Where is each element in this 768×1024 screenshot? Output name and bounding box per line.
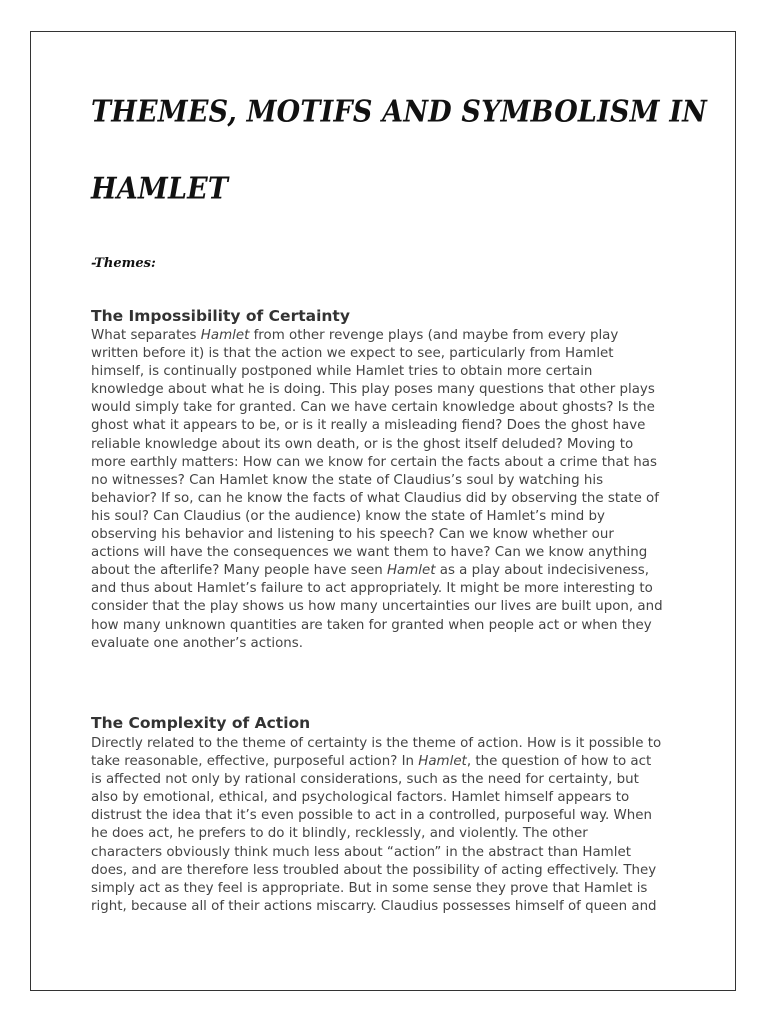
text-run: characters obviously think much less about “action” in the abstract than Hamlet [91,844,631,860]
text-run: written before it) is that the action we expect to see, particularly from Hamlet [91,346,614,362]
text-run: also by emotional, ethical, and psychological factors. Hamlet himself appears to [91,790,630,806]
text-run: from other revenge plays (and maybe from every play [249,328,619,343]
text-run: would simply take for granted. Can we have certain knowledge about ghosts? Is the [91,400,655,416]
text-run: What separates [91,328,201,343]
text-run: Directly related to the theme of certainty is the theme of action. How is it possible to [91,736,662,751]
text-run: , the question of how to act [466,754,652,770]
text-run: himself, is continually postponed while Hamlet tries to obtain more certain [91,364,593,380]
document-title-line-2: HAMLET [91,172,229,207]
text-run: take reasonable, effective, purposeful action? In [91,754,419,770]
themes-subheading: -Themes: [91,256,156,271]
text-run: and thus about Hamlet’s failure to act appropriately. It might be more interesting to [91,581,653,597]
paragraph-line [91,735,711,753]
text-run: actions will have the consequences we want them to have? Can we know anything [91,545,648,561]
text-run: ghost what it appears to be, or is it really a misleading fiend? Does the ghost have [91,418,646,434]
section-heading-action: The Complexity of Action [91,714,311,732]
text-run: reliable knowledge about its own death, or is the ghost itself deluded? Moving to [91,436,634,452]
document-title-line-1: THEMES, MOTIFS AND SYMBOLISM IN [91,95,708,130]
paragraph-line [91,526,711,544]
paragraph-line [91,825,711,843]
text-run: consider that the play shows us how many uncertainties our lives are built upon, and [91,599,663,615]
paragraph-line [91,436,711,454]
paragraph-line [91,862,711,880]
paragraph-line [91,508,711,526]
text-run: does, and are therefore less troubled about the possibility of acting effectively. They [91,862,657,878]
paragraph-line [91,472,711,490]
paragraph-line [91,771,711,789]
text-run: behavior? If so, can he know the facts of what Claudius did by observing the state of [91,490,659,506]
paragraph-line [91,490,711,508]
paragraph-line [91,807,711,825]
paragraph-line [91,598,711,616]
page-frame [30,31,736,991]
paragraph-line [91,844,711,862]
paragraph-line [91,399,711,417]
text-run: right, because all of their actions miscarry. Claudius possesses himself of queen and [91,898,657,914]
italic-title-text: Hamlet [386,563,436,579]
italic-title-text: Hamlet [418,754,467,770]
paragraph-line [91,327,711,345]
paragraph-line [91,417,711,435]
text-run: evaluate one another’s actions. [91,635,304,651]
paragraph-line [91,381,711,399]
paragraph-line [91,880,711,898]
text-run: he does act, he prefers to do it blindly, recklessly, and violently. The other [91,826,588,842]
paragraph-line [91,635,711,653]
text-run: no witnesses? Can Hamlet know the state of Claudius’s soul by watching his [91,472,604,488]
paragraph-line [91,753,711,771]
section-body-action [91,735,711,916]
paragraph-line [91,580,711,598]
paragraph-line [91,345,711,363]
paragraph-line [91,544,711,562]
section-body-certainty [91,327,711,653]
italic-title-text: Hamlet [200,328,250,343]
paragraph-line [91,789,711,807]
text-run: observing his behavior and listening to his speech? Can we know whether our [91,527,614,543]
text-run: his soul? Can Claudius (or the audience) know the state of Hamlet’s mind by [91,508,605,524]
text-run: simply act as they feel is appropriate. But in some sense they prove that Hamlet is [91,880,648,896]
section-heading-certainty: The Impossibility of Certainty [91,307,350,325]
text-run: as a play about indecisiveness, [435,563,649,579]
paragraph-line [91,363,711,381]
text-run: how many unknown quantities are taken for granted when people act or when they [91,617,652,633]
text-run: more earthly matters: How can we know for certain the facts about a crime that has [91,454,657,470]
text-run: is affected not only by rational considerations, such as the need for certainty, but [91,772,639,788]
paragraph-line [91,898,711,916]
text-run: about the afterlife? Many people have seen [91,563,387,579]
text-run: distrust the idea that it’s even possible to act in a controlled, purposeful way. When [91,808,653,824]
text-run: knowledge about what he is doing. This play poses many questions that other plays [91,382,655,398]
paragraph-line [91,617,711,635]
paragraph-line [91,562,711,580]
paragraph-line [91,454,711,472]
